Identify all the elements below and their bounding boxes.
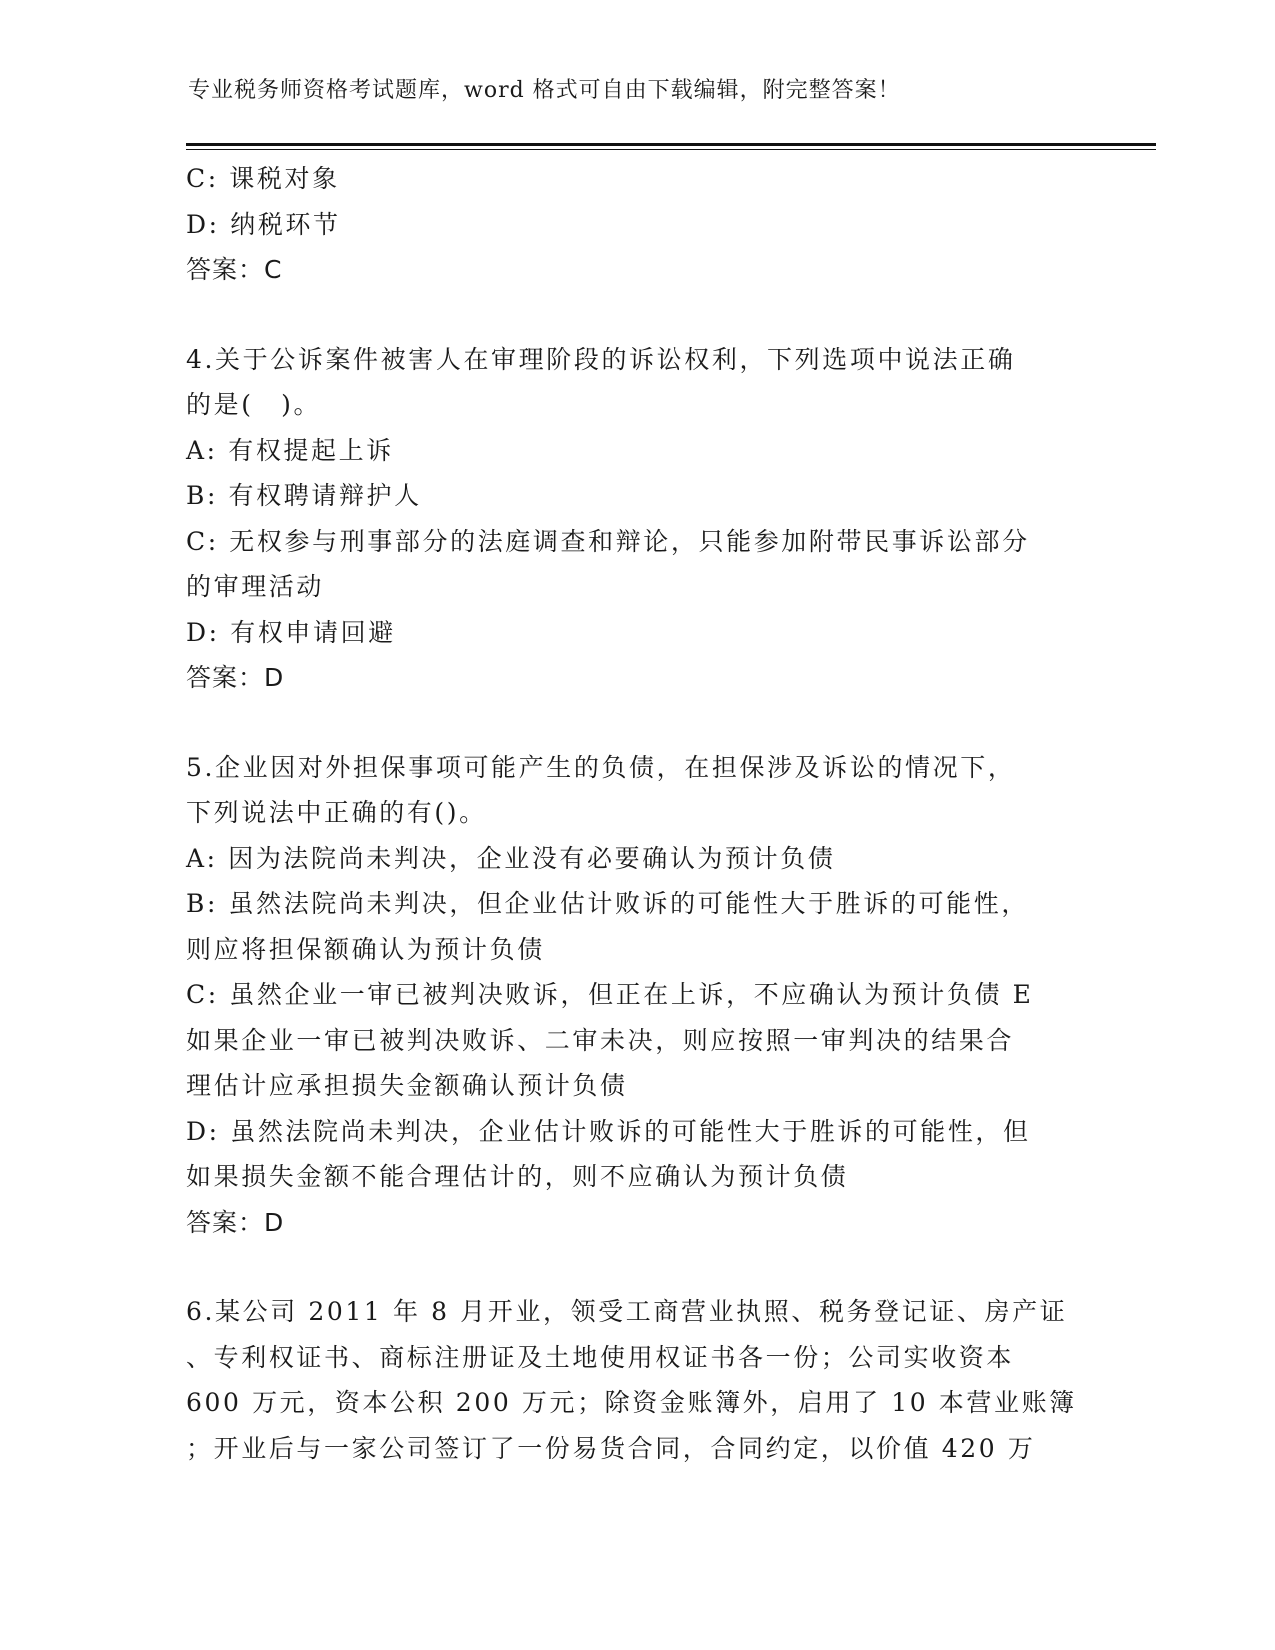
option-line: D: 纳税环节 (186, 209, 341, 239)
question-5 (186, 745, 1086, 1246)
question-stem: 的是( )。 (186, 390, 322, 419)
question-stem: 下列说法中正确的有()。 (186, 798, 487, 827)
question-3-continued (186, 156, 1086, 293)
option-line: A: 因为法院尚未判决，企业没有必要确认为预计负债 (186, 843, 836, 873)
answer-line: 答案：D (186, 663, 285, 692)
question-stem: 6.某公司 2011 年 8 月开业，领受工商营业执照、税务登记证、房产证 (186, 1297, 1068, 1326)
option-line: 理估计应承担损失金额确认预计负债 (186, 1071, 628, 1100)
document-body (186, 156, 1086, 1471)
question-4 (186, 337, 1086, 701)
question-stem: 、专利权证书、商标注册证及土地使用权证书各一份；公司实收资本 (186, 1342, 1015, 1372)
option-line: 如果损失金额不能合理估计的，则不应确认为预计负债 (186, 1162, 849, 1191)
question-stem: 4.关于公诉案件被害人在审理阶段的诉讼权利，下列选项中说法正确 (186, 344, 1016, 374)
page-header: 专业税务师资格考试题库，word 格式可自由下载编辑，附完整答案！ (188, 78, 901, 103)
option-line: C: 虽然企业一审已被判决败诉，但正在上诉，不应确认为预计负债 E (186, 980, 1034, 1009)
option-line: D: 有权申请回避 (186, 617, 396, 647)
question-6 (186, 1289, 1086, 1471)
answer-line: 答案：C (186, 255, 283, 284)
option-line: D: 虽然法院尚未判决，企业估计败诉的可能性大于胜诉的可能性，但 (186, 1116, 1031, 1146)
question-stem: 600 万元，资本公积 200 万元；除资金账簿外，启用了 10 本营业账簿 (186, 1388, 1077, 1417)
header-divider (186, 143, 1156, 150)
question-stem: 5.企业因对外担保事项可能产生的负债，在担保涉及诉讼的情况下， (186, 752, 1016, 782)
option-line: A: 有权提起上诉 (186, 435, 394, 465)
option-line: C: 无权参与刑事部分的法庭调查和辩论，只能参加附带民事诉讼部分 (186, 526, 1030, 556)
option-line: C: 课税对象 (186, 164, 340, 193)
option-line: 则应将担保额确认为预计负债 (186, 934, 545, 964)
option-line: B: 有权聘请辩护人 (186, 481, 422, 510)
question-stem: ；开业后与一家公司签订了一份易货合同，合同约定，以价值 420 万 (186, 1433, 1036, 1463)
option-line: 的审理活动 (186, 572, 325, 601)
option-line: 如果企业一审已被判决败诉、二审未决，则应按照一审判决的结果合 (186, 1025, 1015, 1055)
option-line: B: 虽然法院尚未判决，但企业估计败诉的可能性大于胜诉的可能性， (186, 889, 1029, 918)
answer-line: 答案：D (186, 1207, 285, 1237)
